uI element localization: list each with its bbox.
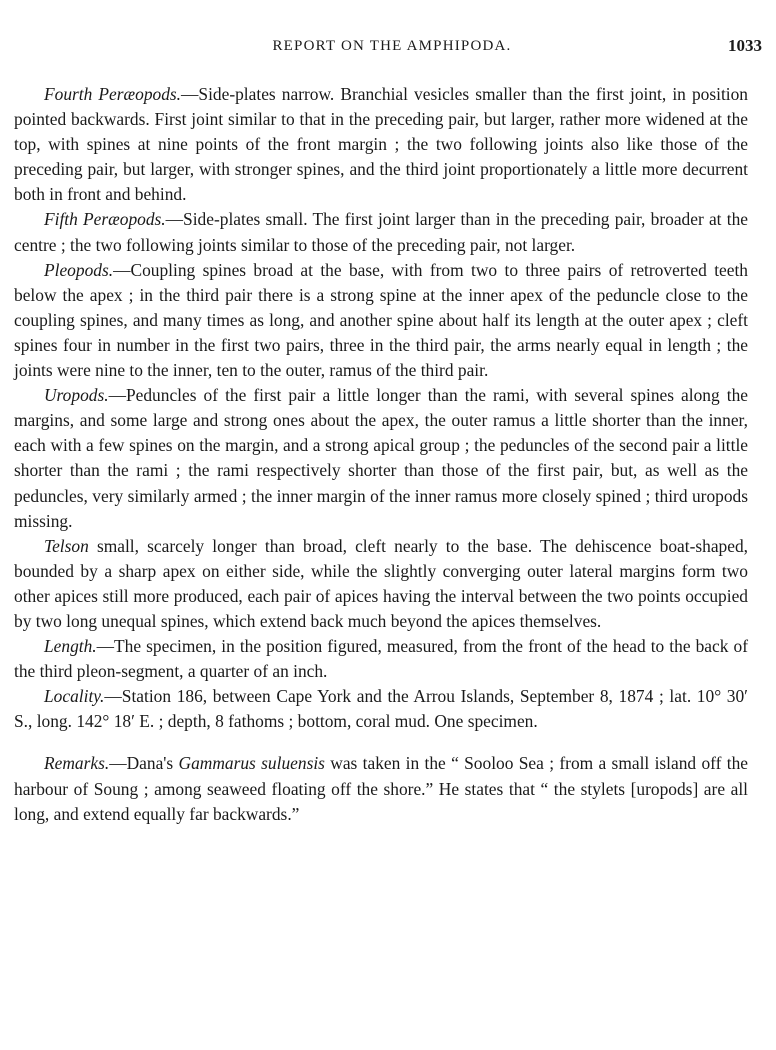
paragraph-locality: [14, 684, 748, 734]
paragraph-text: —Station 186, between Cape York and the Arrou Islands, September 8, 1874 ; lat. 10° 30′ S., long. 142° 18′ E. ; depth, 8 fathoms ; bottom, coral mud. One specimen.: [14, 686, 748, 732]
paragraph-heading: Length.: [44, 636, 97, 657]
paragraph-heading: Remarks.: [44, 753, 110, 774]
paragraph-text: small, scarcely longer than broad, cleft nearly to the base. The dehiscence boat-shaped, bounded by a sharp apex on either side, while the slightly converging outer lateral margins form two other apices still more produced, each pair of apices having the interval between the two points occupied by two long unequal spines, which extend back much beyond the apices themselves.: [14, 535, 748, 631]
paragraph-pleopods: [14, 258, 748, 383]
paragraph-uropods: [14, 383, 748, 534]
paragraph-heading: Fifth Peræopods.: [44, 209, 166, 230]
paragraph-heading: Locality.: [44, 686, 105, 707]
paragraph-text: —Dana's: [109, 753, 179, 774]
paragraph-text: was taken in the “ Sooloo Sea ; from a small island off the harbour of Soung ; among seaweed floating off the shore.” He states that “ the stylets [uropods] are all long, and extend equally far backwards.”: [14, 753, 748, 824]
page-number: 1033: [728, 36, 762, 55]
paragraph-text: —Side-plates narrow. Branchial vesicles smaller than the first joint, in position pointed backwards. First joint similar to that in the preceding pair, but larger, rather more widened at the top, with spines at nine points of the front margin ; the two following joints also like those of the preceding pair, but larger, with stronger spines, and the third joint proportionately a little more decurrent both in front and behind.: [14, 84, 748, 205]
paragraph-heading: Pleopods.: [44, 259, 114, 280]
paragraph-telson: [14, 534, 748, 634]
paragraph-heading: Uropods.: [44, 385, 109, 406]
paragraph-heading: Fourth Peræopods.: [44, 84, 182, 104]
paragraph-text: —Side-plates small. The first joint larger than in the preceding pair, broader at the centre ; the two following joints similar to those of the preceding pair, not larger.: [14, 209, 748, 255]
running-title: REPORT ON THE AMPHIPODA.: [272, 38, 512, 54]
paragraph-text: —The specimen, in the position figured, measured, from the front of the head to the back of the third pleon-segment, a quarter of an inch.: [14, 636, 748, 682]
paragraph-fifth-pereopods: [14, 207, 748, 257]
paragraph-text: —Peduncles of the first pair a little longer than the rami, with several spines along the margins, and some large and strong ones about the apex, the outer ramus a little shorter than the inner, each with a few spines on the margin, and a strong apical group ; the peduncles of the second pair a little shorter than the rami ; the rami respectively shorter than those of the first pair, but, as well as the peduncles, very similarly armed ; the inner margin of the inner ramus more closely spined ; third uropods missing.: [14, 385, 748, 531]
paragraph-fourth-pereopods: [14, 82, 748, 207]
paragraph-remarks: [14, 751, 748, 826]
paragraph-heading: Telson: [44, 535, 89, 556]
paragraph-text: —Coupling spines broad at the base, with from two to three pairs of retroverted teeth below the apex ; in the third pair there is a strong spine at the inner apex of the peduncle close to the coupling spines, and many times as long, and another spine about half its length at the outer apex ; cleft spines four in number in the first two pairs, three in the third pair, the arms nearly equal in length ; the joints were nine to the inner, ten to the outer, ramus of the third pair.: [14, 259, 748, 381]
body-text: [14, 82, 748, 827]
page-header: [14, 36, 770, 60]
species-name: Gammarus suluensis: [178, 753, 325, 774]
paragraph-length: [14, 634, 748, 684]
